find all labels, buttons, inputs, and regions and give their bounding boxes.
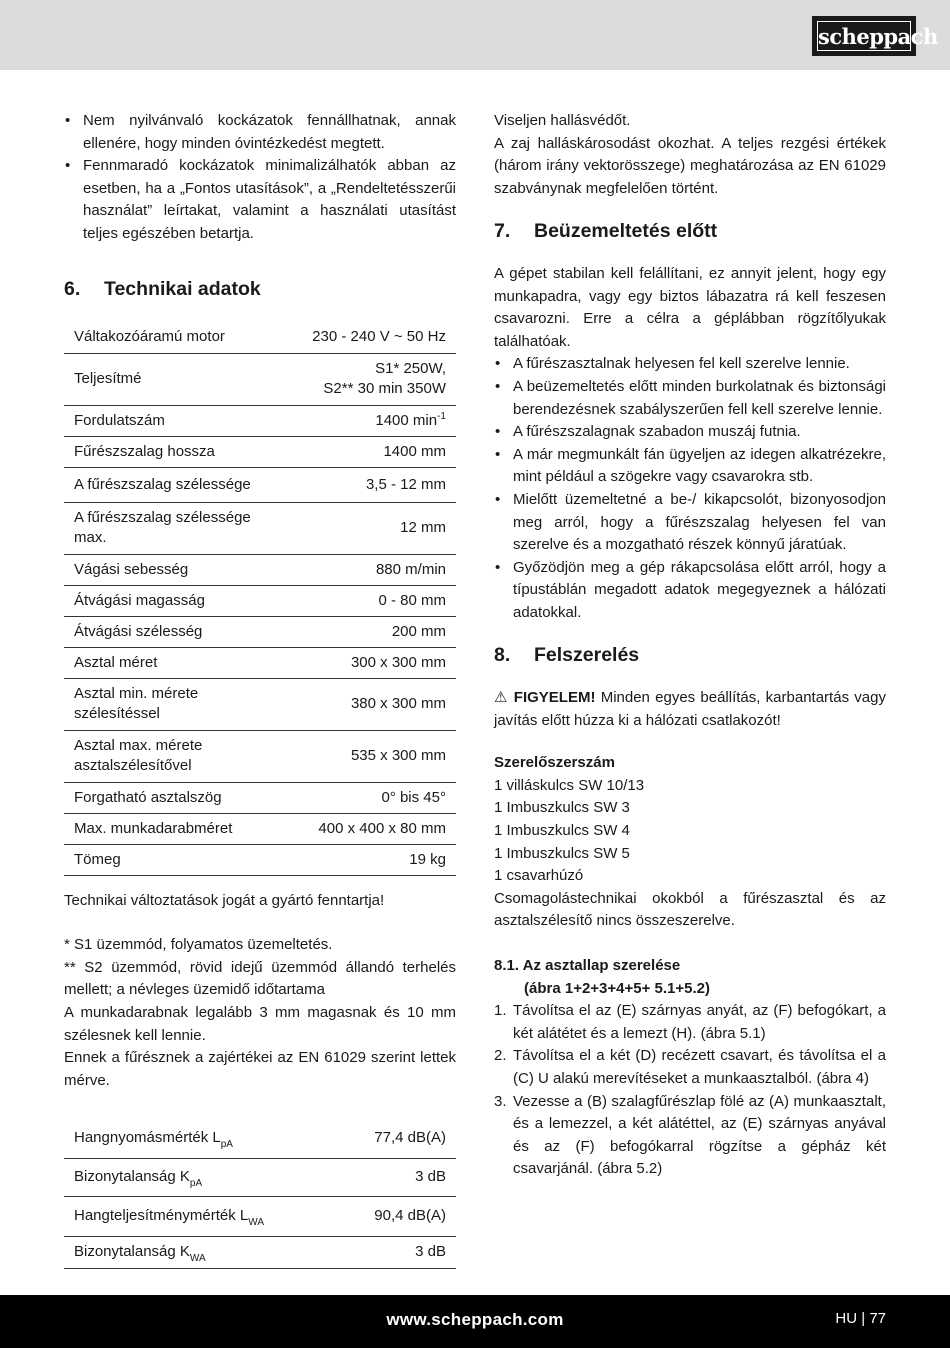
- list-item: [494, 1091, 886, 1181]
- section-8-heading: [494, 644, 886, 667]
- spec-value: 12 mm: [302, 502, 456, 554]
- subsection-8-1-title: 8.1. Az asztallap szerelése: [494, 957, 681, 974]
- section-7-heading: [494, 220, 886, 243]
- setup-paragraph: A gépet stabilan kell felállítani, ez annyit jelent, hogy egy munkapadra, vagy egy biztos lábazatra rá kell feszesen csavarozni. Erre a célra a géplábban rögzítőlyukak találhatóak.: [494, 264, 886, 350]
- warning-text: Minden egyes beállítás, karbantartás vagy javítás előtt húzza ki a hálózati csatlakozót!: [494, 689, 886, 729]
- page-indicator: HU | 77: [835, 1310, 886, 1327]
- step-text: Távolítsa el a két (D) recézett csavart, és távolítsa el a (C) U alakú merevítéseket a munkaasztalból. (ábra 4): [513, 1047, 886, 1087]
- list-item: • Mielőtt üzemeltetné a be-/ kikapcsolót, bizonyosodjon meg arról, hogy a fűrészszalag helyesen fel van szerelve és a mozgatható részek könnyű járatúak.: [494, 489, 886, 557]
- list-item: [494, 1000, 886, 1045]
- note-line: ** S2 üzemmód, rövid idejű üzemmód állandó terhelés mellett; a névleges üzemidő időtartama: [64, 958, 456, 999]
- page-number: 77: [869, 1310, 886, 1327]
- table-row: [64, 782, 456, 813]
- table-row: [64, 1118, 456, 1158]
- packaging-note: Csomagolástechnikai okokból a fűrészasztal és az asztalszélesítő nincs összeszerelve.: [494, 889, 886, 930]
- step-number: 1.: [494, 1002, 507, 1020]
- noise-label: [64, 1118, 337, 1158]
- section-number: 6.: [64, 277, 81, 300]
- table-row: [64, 405, 456, 436]
- section-number: 7.: [494, 220, 511, 243]
- warning-triangle-icon: ⚠: [494, 689, 509, 707]
- startup-bullet-list: [494, 353, 886, 624]
- list-item: • A beüzemeltetés előtt minden burkolatnak és biztonsági berendezésnek szabályszerűen fell kell szerelve lennie.: [494, 376, 886, 421]
- step-text: Vezesse a (B) szalagfűrészlap fölé az (A) munkaasztalt, és a lemezzel, a két alátéttel, az (E) szárnyas anyával és az (F) befogókarral rögzítse a gépház két csavarjánál. (ábra 5.2): [513, 1092, 886, 1178]
- note-line: A munkadarabnak legalább 3 mm magasnak és 10 mm szélesnek kell lennie.: [64, 1004, 456, 1044]
- spec-value-sup: -1: [437, 410, 446, 422]
- spec-value: 880 m/min: [302, 554, 456, 585]
- spec-value: [302, 405, 456, 436]
- note-line: Ennek a fűrésznek a zajértékei az EN 61029 szerint lettek mérve.: [64, 1049, 456, 1089]
- spec-label: Átvágási magasság: [64, 585, 302, 616]
- note-line: * S1 üzemmód, folyamatos üzemeltetés.: [64, 936, 333, 954]
- noise-label-text: Hangnyomásmérték L: [74, 1129, 221, 1147]
- spec-label: Asztal min. mérete szélesítéssel: [64, 678, 302, 730]
- step-text: Távolítsa el az (E) szárnyas anyát, az (F) befogókart, a két alátétet és a lemezt (H). (ábra 5.1): [513, 1002, 886, 1042]
- step-number: 2.: [494, 1047, 507, 1065]
- list-item: • A fűrészasztalnak helyesen fel kell szerelve lennie.: [494, 353, 886, 376]
- tools-title: Szerelőszerszám: [494, 754, 615, 772]
- spec-value: 230 - 240 V ~ 50 Hz: [302, 322, 456, 353]
- list-item: • Nem nyilvánvaló kockázatok fennállhatnak, annak ellenére, hogy minden óvintézkedést megtett.: [64, 110, 456, 155]
- warning-label: FIGYELEM!: [513, 689, 596, 707]
- hearing-protection-note: Viseljen hallásvédőt.: [494, 112, 631, 129]
- noise-table: [64, 1118, 456, 1269]
- logo-text: scheppach: [817, 21, 911, 51]
- table-row: [64, 353, 456, 405]
- noise-label: [64, 1158, 337, 1196]
- spec-value: 200 mm: [302, 616, 456, 647]
- tools-list: [494, 775, 886, 888]
- list-item: 1 Imbuszkulcs SW 3: [494, 799, 630, 817]
- spec-label: A fűrészszalag szélessége max.: [64, 502, 302, 554]
- table-row: [64, 1158, 456, 1196]
- spec-label: Váltakozóáramú motor: [64, 322, 302, 353]
- list-item: • Fennmaradó kockázatok minimalizálhatók abban az esetben, ha a „Fontos utasítások”, a „Rendeltetésszerűi használat” leírtakat, valamint a használati utasítást teljes egészében betartja.: [64, 155, 456, 245]
- warning-paragraph: [494, 687, 886, 732]
- spec-value: 1400 mm: [302, 436, 456, 467]
- list-item: 1 Imbuszkulcs SW 5: [494, 844, 630, 862]
- noise-label-sub: pA: [189, 1178, 203, 1190]
- noise-label-sub: pA: [220, 1139, 233, 1151]
- footer-bar: [0, 1295, 950, 1348]
- table-row: [64, 730, 456, 782]
- operating-mode-notes: [64, 934, 456, 1092]
- spec-value-line: S1* 250W,: [375, 360, 446, 378]
- spec-label: Forgatható asztalszög: [64, 782, 302, 813]
- language-code: HU: [835, 1310, 858, 1327]
- list-item: [494, 1045, 886, 1090]
- spec-value: 380 x 300 mm: [302, 678, 456, 730]
- list-item: • Győzödjön meg a gép rákapcsolása előtt arról, hogy a típustáblán megadott adatok megegyeznek a hálózati adatokkal.: [494, 557, 886, 625]
- section-title: Felszerelés: [534, 644, 640, 667]
- section-title: Beüzemeltetés előtt: [534, 220, 718, 243]
- spec-value-line: S2** 30 min 350W: [323, 380, 446, 398]
- spec-value: 0° bis 45°: [302, 782, 456, 813]
- footer-website: www.scheppach.com: [386, 1310, 564, 1329]
- right-column: [494, 110, 886, 1181]
- table-row: [64, 467, 456, 502]
- spec-label: Vágási sebesség: [64, 554, 302, 585]
- spec-value: 0 - 80 mm: [302, 585, 456, 616]
- table-row: [64, 554, 456, 585]
- table-row: [64, 436, 456, 467]
- table-row: [64, 844, 456, 875]
- noise-label-sub: WA: [189, 1253, 206, 1265]
- spec-label: Fordulatszám: [64, 405, 302, 436]
- header-bar: [0, 0, 950, 70]
- table-row: [64, 678, 456, 730]
- spec-value: 535 x 300 mm: [302, 730, 456, 782]
- risk-bullet-list: [64, 110, 456, 246]
- spec-label: A fűrészszalag szélessége: [64, 467, 302, 502]
- spec-value: 400 x 400 x 80 mm: [302, 813, 456, 844]
- table-row: [64, 585, 456, 616]
- subsection-8-1-figures: (ábra 1+2+3+4+5+ 5.1+5.2): [524, 979, 710, 997]
- table-row: [64, 1196, 456, 1236]
- spec-label: Asztal max. mérete asztalszélesítővel: [64, 730, 302, 782]
- vibration-note: A zaj halláskárosodást okozhat. A teljes rezgési értékek (három irány vektorösszege) meghatározása az EN 61029 szabványnak megfelelően történt.: [494, 134, 886, 197]
- noise-value: 3 dB: [337, 1236, 456, 1268]
- list-item: 1 villáskulcs SW 10/13: [494, 776, 645, 794]
- spec-label: Tömeg: [64, 844, 302, 875]
- table-row: [64, 322, 456, 353]
- spec-value: 19 kg: [302, 844, 456, 875]
- scheppach-logo: [812, 16, 938, 56]
- step-number: 3.: [494, 1092, 507, 1110]
- table-row: [64, 502, 456, 554]
- spec-label: Fűrészszalag hossza: [64, 436, 302, 467]
- list-item: • A fűrészszalagnak szabadon muszáj futnia.: [494, 421, 886, 444]
- left-column: [64, 110, 456, 1269]
- noise-value: 77,4 dB(A): [337, 1118, 456, 1158]
- table-row: [64, 616, 456, 647]
- technical-data-table: [64, 322, 456, 876]
- noise-label: [64, 1236, 337, 1268]
- section-6-heading: [64, 278, 456, 301]
- noise-label: [64, 1196, 337, 1236]
- section-number: 8.: [494, 644, 511, 667]
- spec-value: 3,5 - 12 mm: [302, 467, 456, 502]
- spec-value: [302, 353, 456, 405]
- noise-label-text: Hangteljesítménymérték L: [74, 1207, 249, 1225]
- list-item: 1 csavarhúzó: [494, 867, 584, 885]
- assembly-steps: [494, 1000, 886, 1181]
- spec-value-text: 1400 min: [375, 411, 438, 429]
- table-row: [64, 813, 456, 844]
- section-title: Technikai adatok: [104, 277, 261, 300]
- spec-label: Teljesítmé: [64, 353, 302, 405]
- noise-label-sub: WA: [248, 1217, 264, 1229]
- noise-label-text: Bizonytalanság K: [74, 1243, 190, 1261]
- spec-label: Asztal méret: [64, 647, 302, 678]
- technical-change-note: Technikai változtatások jogát a gyártó fenntartja!: [64, 891, 385, 909]
- spec-value: 300 x 300 mm: [302, 647, 456, 678]
- list-item: • A már megmunkált fán ügyeljen az idegen alkatrézekre, mint például a szögekre vagy csavarokra stb.: [494, 444, 886, 489]
- spec-label: Max. munkadarabméret: [64, 813, 302, 844]
- spec-label: Átvágási szélesség: [64, 616, 302, 647]
- noise-label-text: Bizonytalanság K: [74, 1168, 190, 1186]
- list-item: 1 Imbuszkulcs SW 4: [494, 822, 630, 840]
- table-row: [64, 1236, 456, 1268]
- table-row: [64, 647, 456, 678]
- noise-value: 90,4 dB(A): [337, 1196, 456, 1236]
- noise-value: 3 dB: [337, 1158, 456, 1196]
